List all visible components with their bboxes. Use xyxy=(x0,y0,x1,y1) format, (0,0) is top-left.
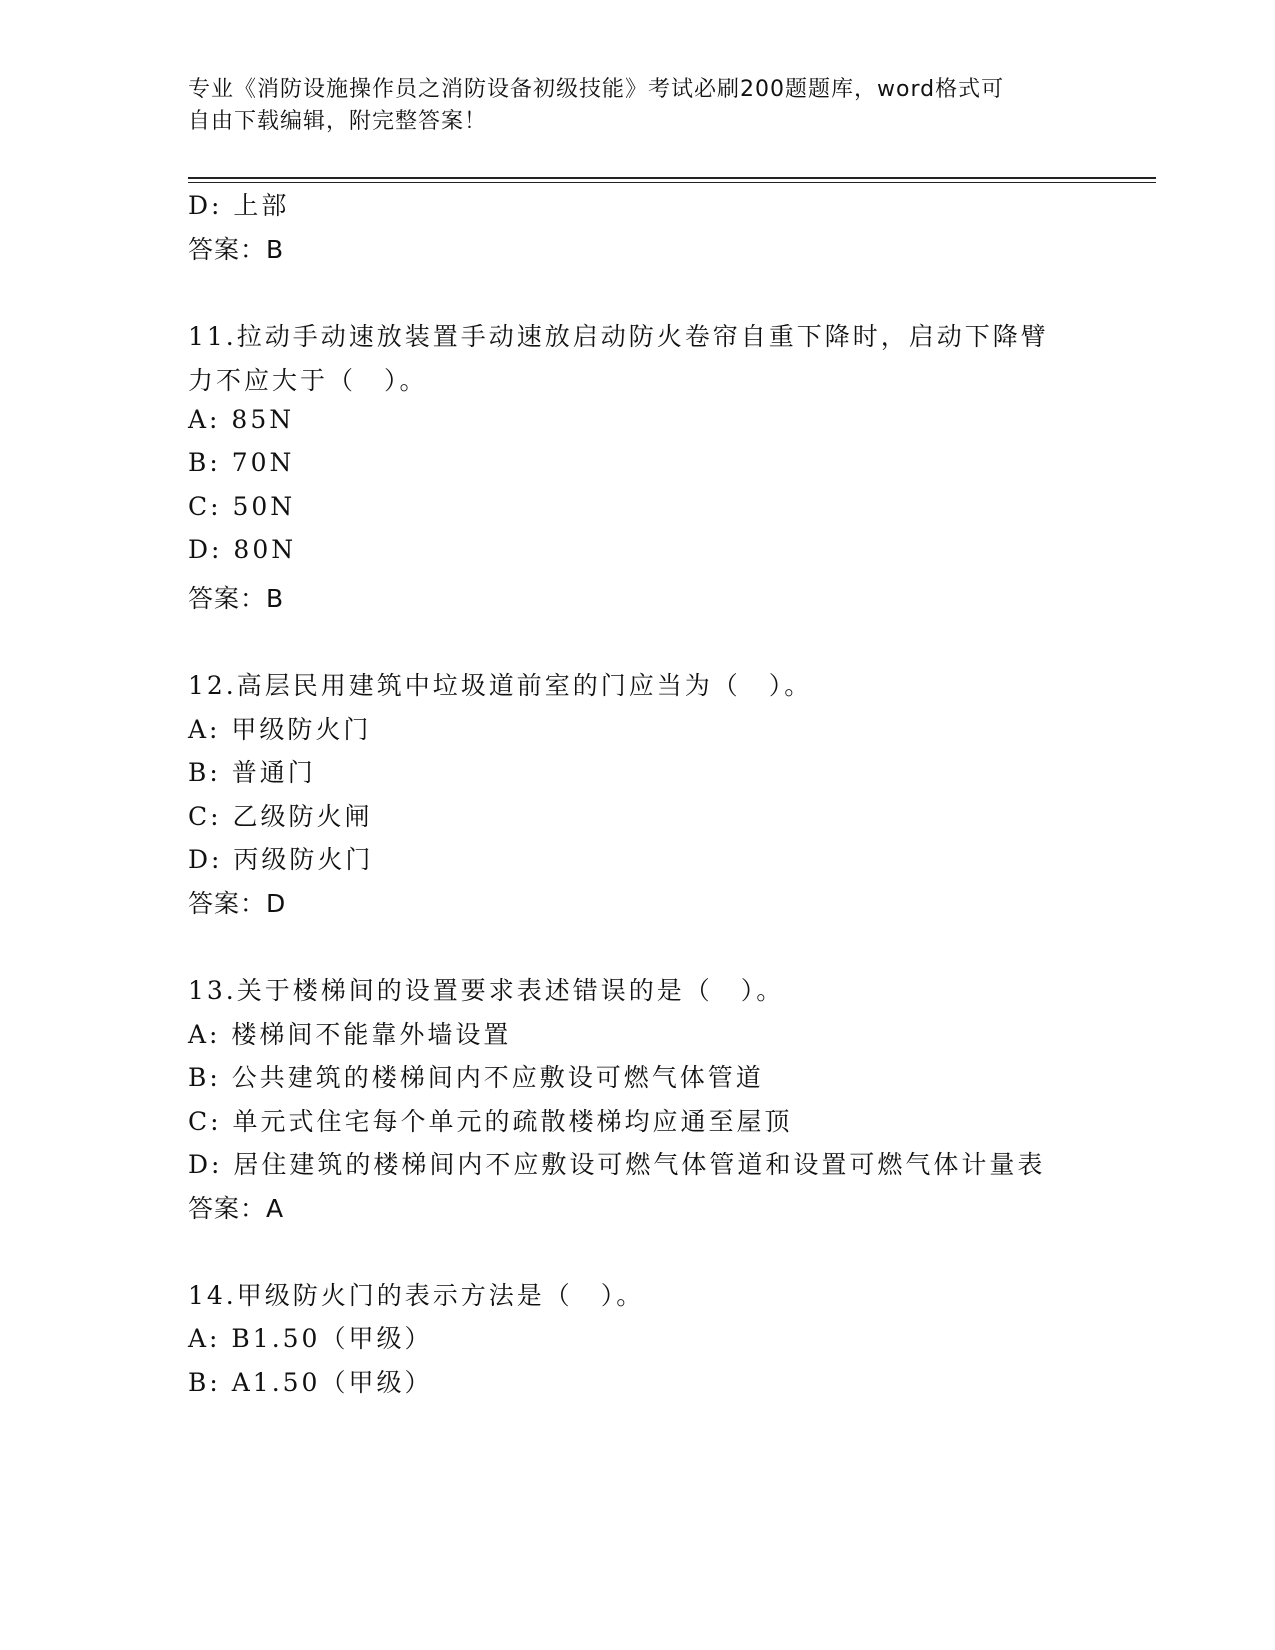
q12-option-c: C: 乙级防火闸 xyxy=(188,802,373,831)
q13-answer: 答案：A xyxy=(188,1194,285,1223)
header-divider-thick xyxy=(188,177,1156,179)
q11-answer: 答案：B xyxy=(188,584,285,613)
q13-option-c: C: 单元式住宅每个单元的疏散楼梯均应通至屋顶 xyxy=(188,1107,793,1136)
q12-option-d: D: 丙级防火门 xyxy=(188,845,374,874)
q11-stem-line-1: 11.拉动手动速放装置手动速放启动防火卷帘自重下降时，启动下降臂 xyxy=(188,322,1049,351)
q12-stem: 12.高层民用建筑中垃圾道前室的门应当为（ ）。 xyxy=(188,671,813,700)
header-title-line-1: 专业《消防设施操作员之消防设备初级技能》考试必刷200题题库，word格式可 xyxy=(188,77,1005,102)
q14-option-b: B: A1.50（甲级） xyxy=(188,1368,433,1397)
q12-option-a: A: 甲级防火门 xyxy=(188,715,372,744)
q13-option-a: A: 楼梯间不能靠外墙设置 xyxy=(188,1020,512,1049)
q13-option-d: D: 居住建筑的楼梯间内不应敷设可燃气体管道和设置可燃气体计量表 xyxy=(188,1150,1046,1179)
q13-stem: 13.关于楼梯间的设置要求表述错误的是（ ）。 xyxy=(188,976,785,1005)
q12-option-b: B: 普通门 xyxy=(188,758,316,787)
header-title-line-2: 自由下载编辑，附完整答案！ xyxy=(188,109,488,134)
q13-option-b: B: 公共建筑的楼梯间内不应敷设可燃气体管道 xyxy=(188,1063,764,1092)
q11-option-a: A: 85N xyxy=(188,405,295,434)
prev-answer: 答案：B xyxy=(188,235,285,264)
q11-option-d: D: 80N xyxy=(188,535,297,564)
header-divider-thin xyxy=(188,182,1156,183)
q12-answer: 答案：D xyxy=(188,889,287,918)
q14-stem: 14.甲级防火门的表示方法是（ ）。 xyxy=(188,1281,645,1310)
q14-option-a: A: B1.50（甲级） xyxy=(188,1324,433,1353)
q11-option-b: B: 70N xyxy=(188,448,295,477)
prev-option-d: D: 上部 xyxy=(188,191,290,220)
document-header xyxy=(188,74,1088,138)
q11-stem-line-2: 力不应大于（ ）。 xyxy=(188,366,428,395)
q11-option-c: C: 50N xyxy=(188,492,296,521)
